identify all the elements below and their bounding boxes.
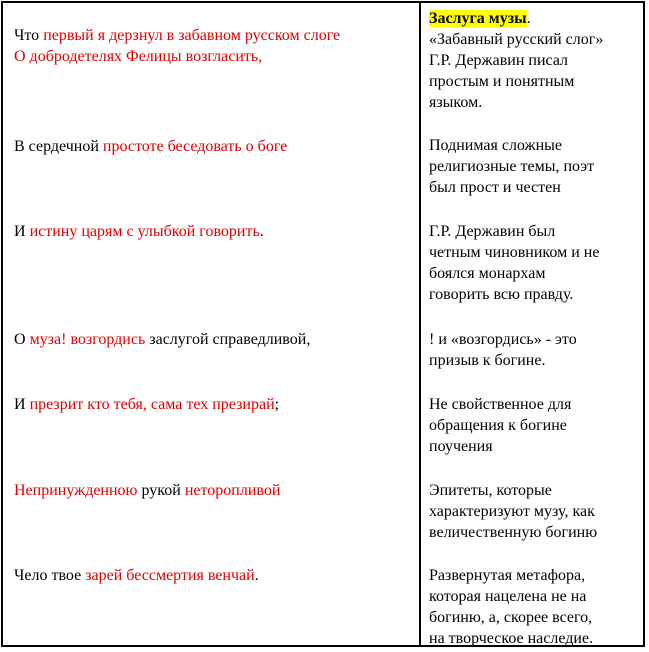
text-fragment: Эпитеты, которые — [429, 482, 552, 499]
text-fragment: языком. — [429, 94, 483, 111]
poem-line — [14, 25, 340, 46]
text-fragment: Развернутая метафора, — [429, 567, 586, 584]
text-fragment: И — [14, 223, 30, 240]
commentary-line — [429, 156, 594, 177]
red-text-fragment: муза! возгордись — [29, 331, 146, 348]
text-fragment: ! и «возгордись» - это — [429, 331, 577, 348]
text-fragment: Г.Р. Державин был — [429, 223, 556, 240]
text-fragment: заслугой справедливой, — [145, 331, 311, 348]
commentary-line — [429, 522, 597, 543]
text-fragment: характеризуют музу, как — [429, 503, 595, 520]
text-fragment: . — [526, 10, 531, 27]
commentary-line — [429, 177, 561, 198]
text-fragment: рукой — [137, 482, 185, 499]
text-fragment: . — [259, 223, 264, 240]
commentary-line — [429, 628, 593, 649]
red-text-fragment: простоте беседовать о боге — [102, 138, 288, 155]
commentary-line — [429, 29, 603, 50]
commentary-line — [429, 501, 595, 522]
poem-line — [14, 480, 280, 501]
poem-analysis-table — [1, 1, 645, 647]
text-fragment: которая нацелена не на — [429, 588, 587, 605]
text-fragment: . — [254, 567, 259, 584]
commentary-line — [429, 135, 562, 156]
poem-line — [14, 46, 262, 67]
text-fragment: Г.Р. Державин писал — [429, 52, 569, 69]
commentary-line — [429, 263, 545, 284]
text-fragment: В сердечной — [14, 138, 103, 155]
poem-line — [14, 136, 287, 157]
red-text-fragment: истину царям с улыбкой говорить — [29, 223, 260, 240]
red-text-fragment: презрит кто тебя, сама тех презирай — [29, 396, 275, 413]
commentary-line — [429, 71, 574, 92]
commentary-line — [429, 586, 586, 607]
column-divider — [419, 3, 421, 645]
commentary-line — [429, 221, 555, 242]
poem-line — [14, 565, 259, 586]
text-fragment: обращения к богине — [429, 417, 567, 434]
highlighted-heading: Заслуга музы — [429, 10, 527, 27]
red-text-fragment: зарей бессмертия венчай — [85, 567, 255, 584]
commentary-line — [429, 92, 482, 113]
text-fragment: Не свойственное для — [429, 396, 572, 413]
text-fragment: поучения — [429, 438, 493, 455]
text-fragment: был прост и честен — [429, 179, 561, 196]
commentary-line — [429, 607, 592, 628]
text-fragment: четным чиновником и не — [429, 244, 600, 261]
commentary-line — [429, 284, 573, 305]
commentary-line — [429, 350, 545, 371]
red-text-fragment: первый я дерзнул в забавном русском слоге — [43, 27, 341, 44]
red-text-fragment: Непринужденною — [14, 482, 138, 499]
text-fragment: Что — [14, 27, 44, 44]
text-fragment: Поднимая сложные — [429, 137, 562, 154]
poem-line — [14, 394, 279, 415]
commentary-line — [429, 50, 568, 71]
text-fragment: ; — [274, 396, 280, 413]
commentary-line — [429, 415, 567, 436]
commentary-line — [429, 480, 552, 501]
red-text-fragment: неторопливой — [184, 482, 281, 499]
commentary-line — [429, 242, 599, 263]
text-fragment: религиозные темы, поэт — [429, 158, 595, 175]
commentary-line — [429, 436, 493, 457]
text-fragment: на творческое наследие. — [429, 630, 594, 647]
text-fragment: богиню, а, скорее всего, — [429, 609, 593, 626]
text-fragment: О — [14, 331, 30, 348]
commentary-line — [429, 565, 585, 586]
text-fragment: призыв к богине. — [429, 352, 546, 369]
poem-line — [14, 221, 264, 242]
text-fragment: И — [14, 396, 30, 413]
commentary-line — [429, 394, 571, 415]
text-fragment: говорить всю правду. — [429, 286, 574, 303]
commentary-line — [429, 329, 577, 350]
red-text-fragment: О добродетелях Фелицы возгласить, — [14, 48, 263, 65]
text-fragment: боялся монархам — [429, 265, 546, 282]
commentary-line — [429, 8, 531, 29]
poem-line — [14, 329, 310, 350]
text-fragment: величественную богиню — [429, 524, 598, 541]
text-fragment: «Забавный русский слог» — [429, 31, 604, 48]
text-fragment: Чело твое — [14, 567, 86, 584]
text-fragment: простым и понятным — [429, 73, 575, 90]
